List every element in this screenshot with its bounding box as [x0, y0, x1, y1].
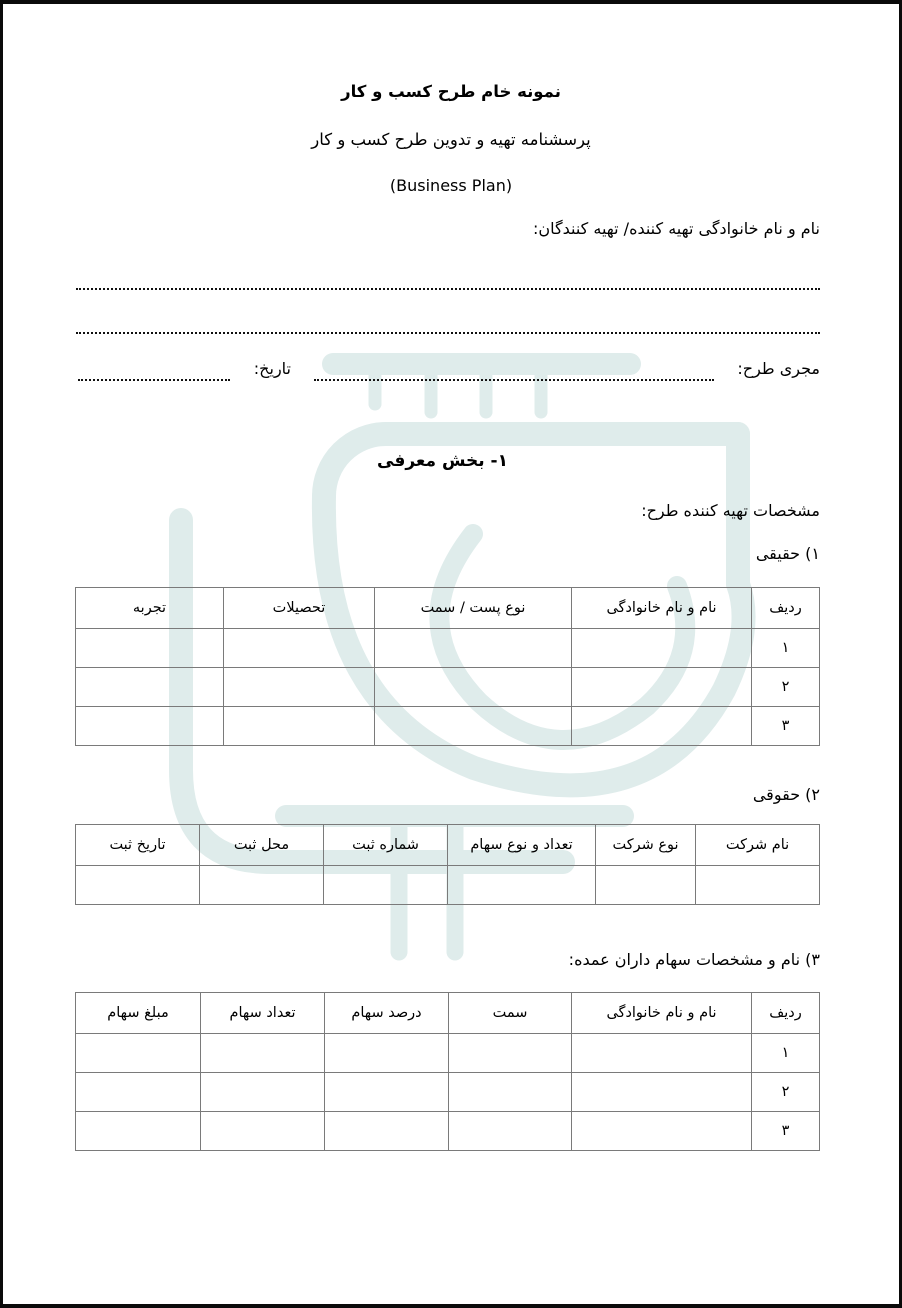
table-row: [76, 1034, 820, 1073]
table-header-row: [76, 825, 820, 866]
table3-header-cell: مبلغ سهام: [76, 993, 201, 1034]
table-row: [76, 1112, 820, 1151]
table3-input-cell[interactable]: [76, 1034, 201, 1073]
table2-header-cell: تعداد و نوع سهام: [448, 825, 596, 866]
page-title: نمونه خام طرح کسب و کار: [341, 82, 561, 101]
table1-input-cell[interactable]: [224, 629, 375, 668]
table-row: [76, 707, 820, 746]
executor-input-line[interactable]: [314, 378, 714, 381]
table1-header-cell: نوع پست / سمت: [375, 588, 572, 629]
table-row: [76, 1073, 820, 1112]
table3-input-cell[interactable]: [76, 1073, 201, 1112]
table1-input-cell[interactable]: [76, 707, 224, 746]
table1-input-cell[interactable]: [375, 668, 572, 707]
table3-header-cell: درصد سهام: [325, 993, 449, 1034]
table-individual-preparers: [75, 587, 820, 746]
table3-input-cell[interactable]: [325, 1073, 449, 1112]
table3-input-cell[interactable]: [325, 1112, 449, 1151]
row-index: ۱: [752, 629, 820, 668]
executor-label: مجری طرح:: [737, 359, 820, 378]
table2-header-cell: شماره ثبت: [324, 825, 448, 866]
table1-header-cell: تجربه: [76, 588, 224, 629]
preparer-name-line-2[interactable]: [76, 331, 820, 334]
table1-input-cell[interactable]: [224, 707, 375, 746]
table3-input-cell[interactable]: [201, 1034, 325, 1073]
document-content: [3, 4, 899, 1304]
page-subtitle-english: (Business Plan): [389, 176, 513, 195]
table1-input-cell[interactable]: [572, 629, 752, 668]
page-subtitle: پرسشنامه تهیه و تدوین طرح کسب و کار: [311, 130, 591, 149]
row-index: ۳: [752, 707, 820, 746]
row-index: ۲: [752, 668, 820, 707]
table2-input-cell[interactable]: [324, 866, 448, 905]
table-header-row: [76, 588, 820, 629]
section-1-item-3-label: ۳) نام و مشخصات سهام داران عمده:: [568, 950, 820, 969]
table3-input-cell[interactable]: [449, 1034, 572, 1073]
table3-input-cell[interactable]: [76, 1112, 201, 1151]
table2-header-cell: نوع شرکت: [596, 825, 696, 866]
table1-input-cell[interactable]: [572, 668, 752, 707]
table1-input-cell[interactable]: [76, 629, 224, 668]
section-1-item-2-label: ۲) حقوقی: [752, 785, 820, 804]
table1-input-cell[interactable]: [572, 707, 752, 746]
table2-input-cell[interactable]: [76, 866, 200, 905]
table3-input-cell[interactable]: [449, 1073, 572, 1112]
table3-header-cell: تعداد سهام: [201, 993, 325, 1034]
table3-header-cell: سمت: [449, 993, 572, 1034]
table2-input-cell[interactable]: [200, 866, 324, 905]
date-label: تاریخ:: [253, 359, 291, 378]
preparer-name-label: نام و نام خانوادگی تهیه کننده/ تهیه کنندگان:: [532, 219, 820, 238]
table2-input-cell[interactable]: [696, 866, 820, 905]
table1-input-cell[interactable]: [375, 707, 572, 746]
row-index: ۱: [752, 1034, 820, 1073]
table2-header-cell: نام شرکت: [696, 825, 820, 866]
row-index: ۲: [752, 1073, 820, 1112]
table3-input-cell[interactable]: [449, 1112, 572, 1151]
table-header-row: [76, 993, 820, 1034]
table1-input-cell[interactable]: [375, 629, 572, 668]
date-input-line[interactable]: [78, 378, 230, 381]
table3-input-cell[interactable]: [201, 1112, 325, 1151]
table-major-shareholders: [75, 992, 820, 1151]
table1-header-cell: تحصیلات: [224, 588, 375, 629]
table1-header-cell: نام و نام خانوادگی: [572, 588, 752, 629]
table-row: [76, 668, 820, 707]
table1-input-cell[interactable]: [224, 668, 375, 707]
section-1-heading: ۱- بخش معرفی: [377, 451, 508, 471]
table1-input-cell[interactable]: [76, 668, 224, 707]
table3-header-cell: نام و نام خانوادگی: [572, 993, 752, 1034]
table-legal-entity: [75, 824, 820, 905]
table3-header-cell: ردیف: [752, 993, 820, 1034]
table2-header-cell: محل ثبت: [200, 825, 324, 866]
row-index: ۳: [752, 1112, 820, 1151]
preparer-name-line-1[interactable]: [76, 287, 820, 290]
table-row: [76, 629, 820, 668]
table1-header-cell: ردیف: [752, 588, 820, 629]
table3-input-cell[interactable]: [325, 1034, 449, 1073]
table2-header-cell: تاریخ ثبت: [76, 825, 200, 866]
table2-input-cell[interactable]: [596, 866, 696, 905]
section-1-item-1-label: ۱) حقیقی: [755, 544, 820, 563]
table3-input-cell[interactable]: [201, 1073, 325, 1112]
section-1-intro-label: مشخصات تهیه کننده طرح:: [641, 501, 820, 520]
table3-input-cell[interactable]: [572, 1073, 752, 1112]
table3-input-cell[interactable]: [572, 1112, 752, 1151]
table-row: [76, 866, 820, 905]
table2-input-cell[interactable]: [448, 866, 596, 905]
table3-input-cell[interactable]: [572, 1034, 752, 1073]
